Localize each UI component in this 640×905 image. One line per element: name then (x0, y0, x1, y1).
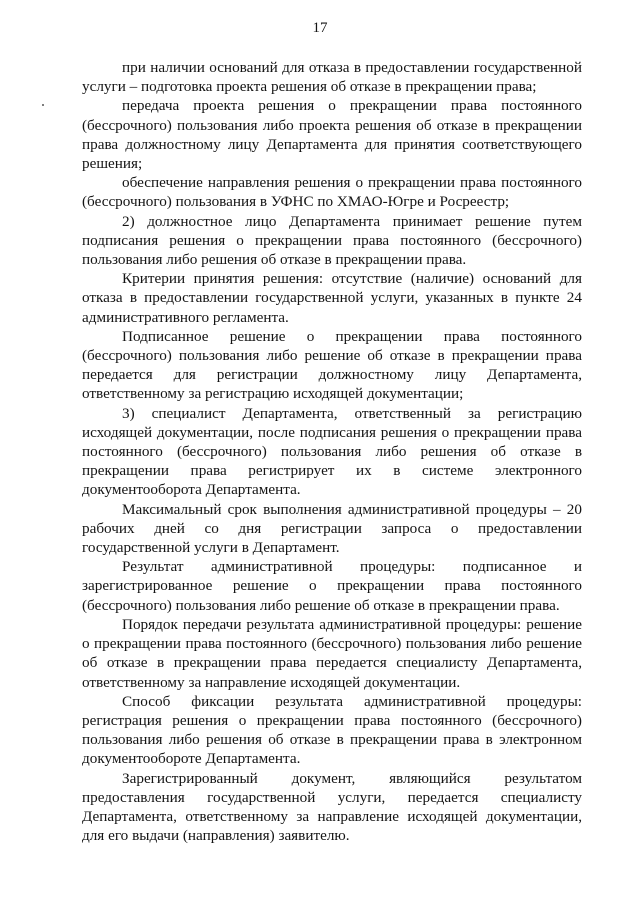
paragraph: Подписанное решение о прекращении права постоянного (бессрочного) пользования либо решение об отказе в прекращении права передается для регистрации должностному лицу Департамента, ответственному за регистрацию исходящей документации; (82, 327, 582, 403)
paragraph: Критерии принятия решения: отсутствие (наличие) оснований для отказа в предоставлении государственной услуги, указанных в пункте 24 административного регламента. (82, 270, 582, 326)
paragraph: Зарегистрированный документ, являющийся результатом предоставления государственной услуги, передается специалисту Департамента, ответственному за направление исходящей документации, для его выдачи (направления) заявителю. (82, 769, 582, 845)
paragraph: Порядок передачи результата административной процедуры: решение о прекращении права постоянного (бессрочного) пользования либо решение об отказе в прекращении права передается специалисту Департамента, ответственному за направление исходящей документации. (82, 615, 582, 691)
scan-speck (42, 104, 44, 106)
paragraph: Максимальный срок выполнения административной процедуры – 20 рабочих дней со дня регистрации запроса о предоставлении государственной услуги в Департамент. (82, 500, 582, 557)
paragraph: Способ фиксации результата административной процедуры: регистрация решения о прекращении права постоянного (бессрочного) пользования либо решения об отказе в прекращении права в электронном документообороте Департамента. (82, 692, 582, 768)
paragraph: Результат административной процедуры: подписанное и зарегистрированное решение о прекращении права постоянного (бессрочного) пользования либо решение об отказе в прекращении права. (82, 558, 582, 614)
paragraph: обеспечение направления решения о прекращении права постоянного (бессрочного) пользования в УФНС по ХМАО-Югре и Росреестр; (82, 174, 582, 211)
paragraph: передача проекта решения о прекращении права постоянного (бессрочного) пользования либо проекта решения об отказе в прекращении права должностному лицу Департамента для принятия соответствующего решения; (82, 97, 582, 173)
page-number: 17 (312, 20, 328, 36)
paragraph: 3) специалист Департамента, ответственный за регистрацию исходящей документации, после подписания решения о прекращении права постоянного (бессрочного) пользования либо решения об отказе в прекращении права регистрирует их в системе электронного документооборота Департамента. (82, 404, 582, 499)
paragraph: при наличии оснований для отказа в предоставлении государственной услуги – подготовка проекта решения об отказе в прекращении права; (82, 59, 582, 96)
body-text (82, 58, 582, 845)
paragraph: 2) должностное лицо Департамента принимает решение путем подписания решения о прекращении права постоянного (бессрочного) пользования либо решения об отказе в прекращении права. (82, 212, 582, 269)
